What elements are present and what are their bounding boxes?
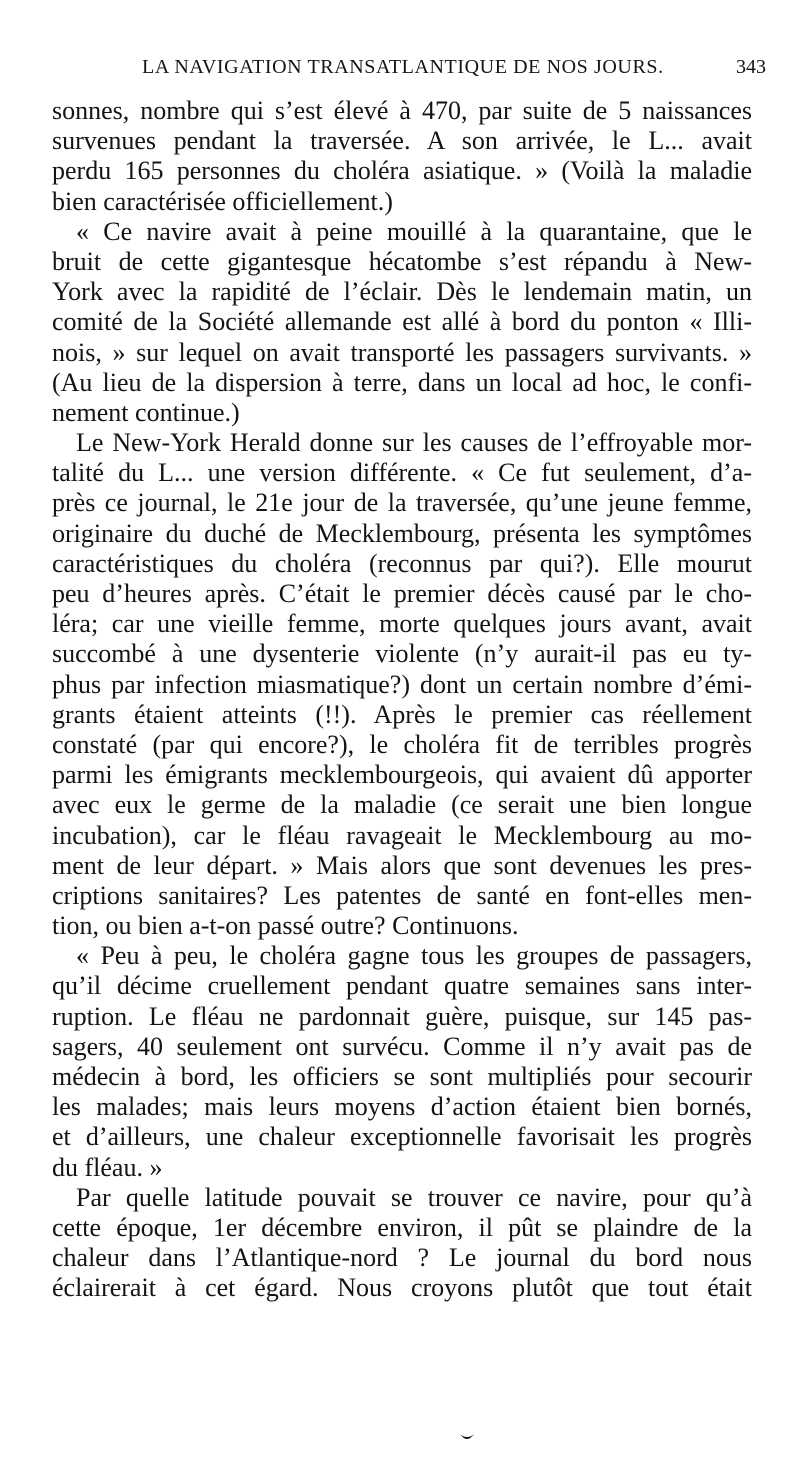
text-line: grants étaient atteints (!!). Après le premier cas réellement (52, 699, 752, 729)
page-number: 343 (736, 56, 766, 78)
text-line: Par quelle latitude pouvait se trouver ce navire, pour qu’à (76, 1182, 752, 1212)
text-line: peu d’heures après. C’était le premier décès causé par le cho- (52, 579, 752, 608)
text-line: du fléau. » (52, 1152, 163, 1182)
text-line: près ce journal, le 21e jour de la traversée, qu’une jeune femme, (52, 488, 752, 518)
text-line: avec eux le germe de la maladie (ce serait une bien longue (52, 790, 752, 820)
text-line: York avec la rapidité de l’éclair. Dès le lendemain matin, un (52, 277, 752, 307)
text-line: parmi les émigrants mecklembourgeois, qui avaient dû apporter (52, 760, 752, 790)
body-text (52, 96, 752, 1304)
text-line: tion, ou bien a-t-on passé outre? Continuons. (52, 911, 519, 941)
text-line: originaire du duché de Mecklembourg, présenta les symptômes (52, 518, 752, 548)
text-line: médecin à bord, les officiers se sont multipliés pour secourir (52, 1062, 752, 1091)
text-line: cette époque, 1er décembre environ, il pût se plaindre de la (52, 1212, 752, 1242)
page-header (130, 56, 770, 82)
text-line: phus par infection miasmatique?) dont un certain nombre d’émi- (52, 669, 752, 699)
text-line: talité du L... une version différente. « Ce fut seulement, d’a- (52, 458, 752, 488)
running-title: LA NAVIGATION TRANSATLANTIQUE DE NOS JOURS. (142, 56, 664, 78)
text-line: Le New-York Herald donne sur les causes de l’effroyable mor- (76, 428, 752, 458)
text-line: survenues pendant la traversée. A son arrivée, le L... avait (52, 126, 752, 156)
text-line: perdu 165 personnes du choléra asiatique. » (Voilà la maladie (52, 156, 752, 186)
text-line: criptions sanitaires? Les patentes de santé en font-elles men- (52, 880, 752, 910)
text-line: sagers, 40 seulement ont survécu. Comme il n’y avait pas de (52, 1031, 752, 1061)
text-line: nement continue.) (52, 397, 240, 427)
text-line: et d’ailleurs, une chaleur exceptionnelle favorisait les progrès (52, 1122, 752, 1152)
text-line: comité de la Société allemande est allé à bord du ponton « Illi- (52, 307, 752, 337)
text-line: (Au lieu de la dispersion à terre, dans un local ad hoc, le confi- (52, 367, 752, 397)
ornament-icon (459, 1432, 475, 1442)
text-line: sonnes, nombre qui s’est élevé à 470, par suite de 5 naissances (52, 96, 752, 125)
text-line: léra; car une vieille femme, morte quelques jours avant, avait (52, 609, 752, 639)
text-line: ment de leur départ. » Mais alors que sont devenues les pres- (52, 850, 752, 880)
text-line: « Peu à peu, le choléra gagne tous les groupes de passagers, (76, 941, 752, 971)
text-line: ruption. Le fléau ne pardonnait guère, puisque, sur 145 pas- (52, 1001, 752, 1031)
text-line: nois, » sur lequel on avait transporté les passagers survivants. » (52, 337, 752, 367)
text-line: « Ce navire avait à peine mouillé à la quarantaine, que le (76, 216, 752, 246)
text-line: constaté (par qui encore?), le choléra fit de terribles progrès (52, 729, 752, 759)
text-line: succombé à une dysenterie violente (n’y aurait-il pas eu ty- (52, 639, 752, 669)
text-line: bruit de cette gigantesque hécatombe s’est répandu à New- (52, 246, 752, 276)
text-line: qu’il décime cruellement pendant quatre semaines sans inter- (52, 971, 752, 1001)
text-line: bien caractérisée officiellement.) (52, 186, 393, 216)
text-line: chaleur dans l’Atlantique-nord ? Le journal du bord nous (52, 1243, 752, 1273)
text-line: caractéristiques du choléra (reconnus par qui?). Elle mourut (52, 548, 752, 578)
text-line: les malades; mais leurs moyens d’action étaient bien bornés, (52, 1092, 752, 1122)
text-line: éclairerait à cet égard. Nous croyons plutôt que tout était (52, 1273, 752, 1303)
text-line: incubation), car le fléau ravageait le Mecklembourg au mo- (52, 820, 752, 850)
